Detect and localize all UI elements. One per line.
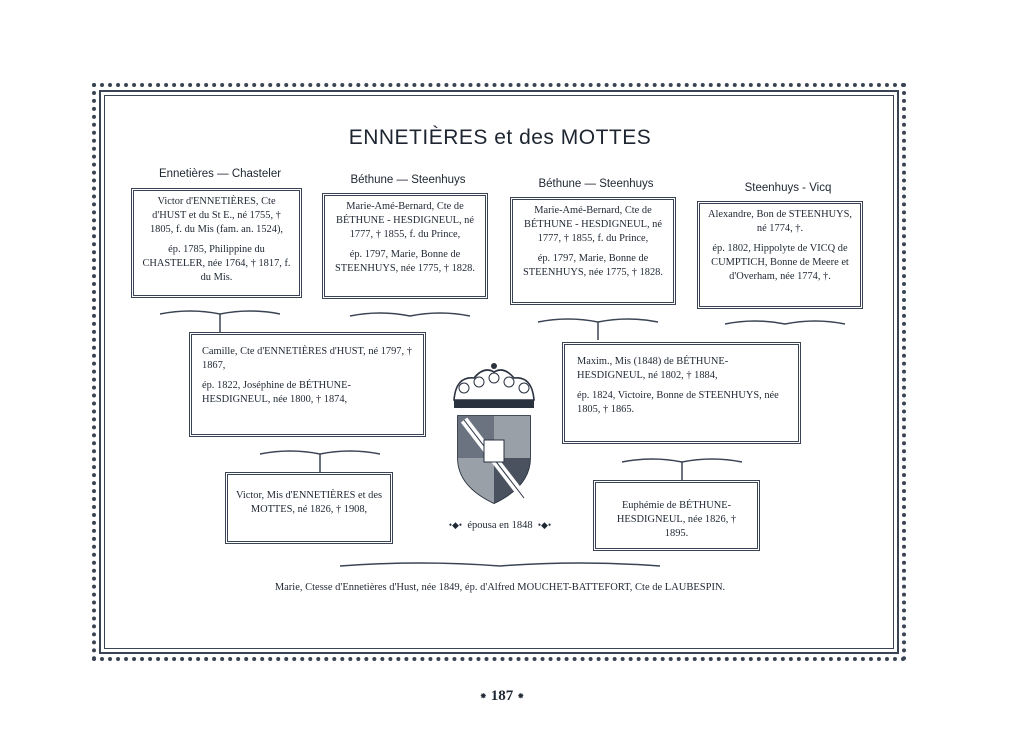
person-box-victor-ennetieres-1826 [225, 472, 393, 544]
person-box-camille-ennetieres [189, 332, 426, 437]
connector-brace-1 [150, 304, 290, 334]
page-number-text: 187 [490, 688, 514, 704]
person-birth-line: Camille, Cte d'ENNETIÈRES d'HUST, né 1797, † 1867, [202, 346, 412, 371]
person-marriage-line: ép. 1785, Philippine du CHASTELER, née 1764, † 1817, f. du Mis. [142, 244, 291, 283]
person-box-maxim-bethune [562, 342, 801, 444]
person-box-victor-ennetieres-1755 [131, 188, 302, 298]
connector-brace-3 [528, 312, 668, 342]
person-birth-line: Alexandre, Bon de STEENHUYS, né 1774, †. [707, 209, 852, 234]
person-marriage-line: ép. 1797, Marie, Bonne de STEENHUYS, née 1775, † 1828. [523, 253, 663, 278]
column-heading-4: Steenhuys - Vicq [744, 182, 832, 194]
column-heading-3: Béthune — Steenhuys [538, 178, 654, 190]
ornament-icon: •◆• [448, 520, 463, 531]
marriage-note-text: épousa en 1848 [467, 520, 533, 531]
person-birth-line: Victor, Mis d'ENNETIÈRES et des MOTTES, né 1826, † 1908, [236, 490, 382, 515]
person-marriage-line: ép. 1802, Hippolyte de VICQ de CUMPTICH, Bonne de Meere et d'Overham, née 1774, †. [711, 243, 849, 282]
ornament-icon: ⁕ [517, 691, 525, 702]
person-marriage-line: ép. 1822, Joséphine de BÉTHUNE-HESDIGNEUL, née 1800, † 1874, [202, 380, 351, 405]
person-birth-line: Euphémie de BÉTHUNE-HESDIGNEUL, née 1826, † 1895. [616, 500, 737, 539]
marriage-note [400, 520, 600, 531]
person-box-alexandre-steenhuys [697, 201, 863, 309]
person-marriage-line: ép. 1797, Marie, Bonne de STEENHUYS, née 1775, † 1828. [335, 249, 475, 274]
person-box-marie-ame-bernard-1 [322, 193, 488, 299]
column-heading-1: Ennetières — Chasteler [158, 168, 282, 180]
ornament-icon: ⁕ [479, 691, 487, 702]
connector-brace-5 [250, 440, 390, 474]
person-birth-line: Maxim., Mis (1848) de BÉTHUNE-HESDIGNEUL, né 1802, † 1884, [577, 356, 729, 381]
connector-brace-6 [612, 448, 752, 482]
page-number [432, 688, 572, 705]
connector-brace-2 [340, 306, 480, 330]
person-box-marie-ame-bernard-2 [510, 197, 676, 305]
column-heading-2: Béthune — Steenhuys [350, 174, 466, 186]
person-birth-line: Marie-Amé-Bernard, Cte de BÉTHUNE - HESDIGNEUL, né 1777, † 1855, f. du Prince, [524, 205, 662, 244]
descendant-line: Marie, Ctesse d'Ennetières d'Hust, née 1849, ép. d'Alfred MOUCHET-BATTEFORT, Cte de LAUBESPIN. [274, 582, 726, 593]
page-title: ENNETIÈRES et des MOTTES [348, 126, 652, 149]
person-birth-line: Victor d'ENNETIÈRES, Cte d'HUST et du St E., né 1755, † 1805, f. du Mis (fam. an. 1524), [149, 196, 284, 235]
person-marriage-line: ép. 1824, Victoire, Bonne de STEENHUYS, née 1805, † 1865. [577, 390, 779, 415]
person-box-euphemie-bethune [593, 480, 760, 551]
ornament-icon: •◆• [537, 520, 552, 531]
person-birth-line: Marie-Amé-Bernard, Cte de BÉTHUNE - HESDIGNEUL, né 1777, † 1855, f. du Prince, [336, 201, 474, 240]
connector-brace-bottom [330, 556, 670, 580]
coat-of-arms-icon [444, 358, 544, 508]
connector-brace-4 [715, 314, 855, 338]
